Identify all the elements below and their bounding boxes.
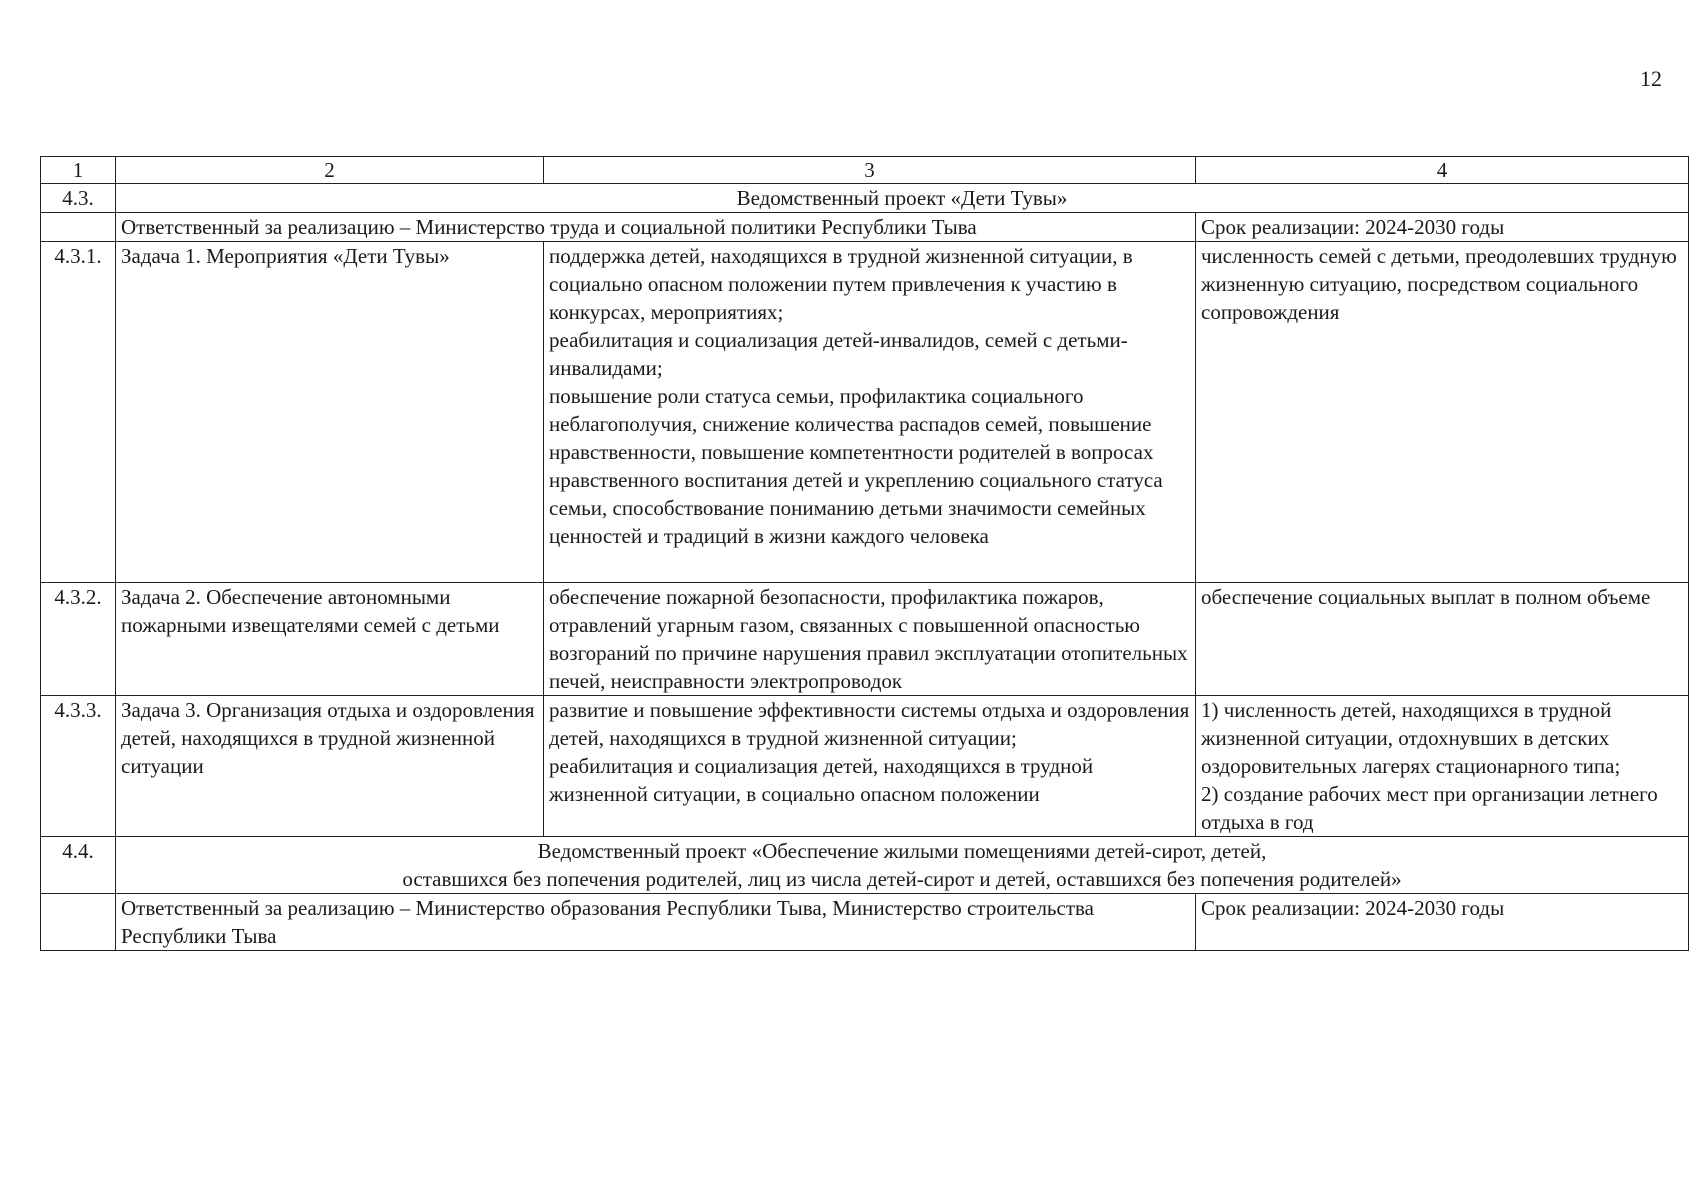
program-table [40, 156, 1689, 951]
task-row-4-3-1 [41, 242, 1689, 583]
column-number-row [41, 157, 1689, 184]
column-number-1: 1 [41, 157, 116, 184]
task-text: Задача 2. Обеспечение автономными пожарными извещателями семей с детьми [116, 583, 544, 696]
indicators-text: обеспечение социальных выплат в полном объеме [1196, 583, 1689, 696]
row-number: 4.3. [41, 184, 116, 213]
effects-text: развитие и повышение эффективности системы отдыха и оздоровления детей, находящихся в трудной жизненной ситуации; реабилитация и социализация детей, находящихся в трудной жизненной ситуации, в социально опасном положении [544, 696, 1196, 837]
term-text: Срок реализации: 2024-2030 годы [1196, 894, 1689, 951]
responsible-text: Ответственный за реализацию – Министерство труда и социальной политики Республики Тыва [116, 213, 1196, 242]
project-title: Ведомственный проект «Обеспечение жилыми помещениями детей-сирот, детей, оставшихся без попечения родителей, лиц из числа детей-сирот и детей, оставшихся без попечения родителей» [116, 837, 1689, 894]
row-number: 4.3.2. [41, 583, 116, 696]
responsible-text: Ответственный за реализацию – Министерство образования Республики Тыва, Министерство строительства Республики Тыва [116, 894, 1196, 951]
row-number: 4.4. [41, 837, 116, 894]
row-number-empty [41, 894, 116, 951]
column-number-2: 2 [116, 157, 544, 184]
page-number: 12 [1640, 66, 1662, 91]
task-text: Задача 1. Мероприятия «Дети Тувы» [116, 242, 544, 583]
effects-text: поддержка детей, находящихся в трудной жизненной ситуации, в социально опасном положении путем привлечения к участию в конкурсах, мероприятиях; реабилитация и социализация детей-инвалидов, семей с детьми-инвалидами; повышение роли статуса семьи, профилактика социального неблагополучия, снижение количества распадов семей, повышение нравственности, повышение компетентности родителей в вопросах нравственного воспитания детей и укреплению социального статуса семьи, способствование пониманию детьми значимости семейных ценностей и традиций в жизни каждого человека [544, 242, 1196, 583]
column-number-4: 4 [1196, 157, 1689, 184]
effects-text: обеспечение пожарной безопасности, профилактика пожаров, отравлений угарным газом, связанных с повышенной опасностью возгораний по причине нарушения правил эксплуатации отопительных печей, неисправности электропроводок [544, 583, 1196, 696]
task-row-4-3-3 [41, 696, 1689, 837]
project-title: Ведомственный проект «Дети Тувы» [116, 184, 1689, 213]
indicators-text: 1) численность детей, находящихся в трудной жизненной ситуации, отдохнувших в детских оздоровительных лагерях стационарного типа; 2) создание рабочих мест при организации летнего отдыха в год [1196, 696, 1689, 837]
column-number-3: 3 [544, 157, 1196, 184]
row-number-empty [41, 213, 116, 242]
task-text: Задача 3. Организация отдыха и оздоровления детей, находящихся в трудной жизненной ситуации [116, 696, 544, 837]
responsible-row-4-4 [41, 894, 1689, 951]
row-number: 4.3.1. [41, 242, 116, 583]
indicators-text: численность семей с детьми, преодолевших трудную жизненную ситуацию, посредством социального сопровождения [1196, 242, 1689, 583]
term-text: Срок реализации: 2024-2030 годы [1196, 213, 1689, 242]
project-row-4-4 [41, 837, 1689, 894]
project-row-4-3 [41, 184, 1689, 213]
task-row-4-3-2 [41, 583, 1689, 696]
row-number: 4.3.3. [41, 696, 116, 837]
responsible-row-4-3 [41, 213, 1689, 242]
